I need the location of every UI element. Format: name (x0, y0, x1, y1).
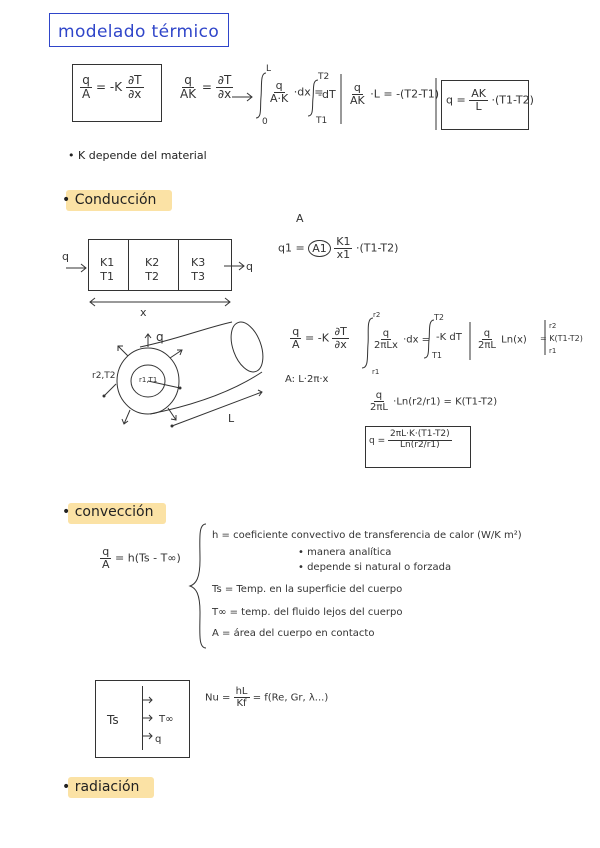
cyl-area: A: L·2π·x (285, 374, 329, 385)
conv-arrow-2 (142, 715, 152, 721)
cyl-q-arrow-ul (118, 346, 128, 356)
cyl-eq2-result: $\frac{q}{2\pi L}$ Ln(x) (478, 328, 527, 351)
integral-sign-2 (308, 80, 318, 116)
cyl-eq3: $\frac{q}{2\pi L}$ ·Ln(r2/r1) = K(T1-T2) (370, 390, 498, 413)
wall-x-label: x (140, 306, 147, 319)
cyl-r1t1: r1,T1 (139, 376, 158, 384)
area-definition: A = área del cuerpo en contacto (212, 628, 375, 639)
cyl-eq2-rhs: = K(T1-T2) (540, 334, 583, 343)
wall-q-out-arrow (224, 262, 244, 270)
header-arrow (232, 93, 252, 101)
cyl-L-label: L (228, 412, 235, 425)
convection-brace (190, 524, 206, 648)
cyl-r2t2: r2,T2 (92, 371, 116, 381)
result-eq: q = $\frac{AK}{L}$ ·(T1-T2) (446, 87, 534, 114)
section-conveccion: • convección (62, 504, 154, 520)
cyl-q-label: q (156, 330, 164, 344)
int2-bot: T1 (316, 116, 328, 126)
cyl-q-arrow-ur (170, 350, 182, 358)
box-q: q (155, 734, 162, 745)
note-k-material: • K depende del material (68, 149, 207, 162)
wall-q-in-arrow (66, 264, 86, 272)
conv-arrow-1 (142, 697, 152, 703)
cyl-dot-1 (103, 395, 106, 398)
cyl-int2-top: T2 (434, 313, 444, 322)
cyl-eq1: $\frac{q}{A}$ = -K $\frac{\partial T}{\partial x}$ (292, 325, 347, 352)
cyl-kdt: -K dT (436, 332, 462, 343)
integral-eq-right: -dT (318, 88, 336, 101)
cyl-q-arrow-l (104, 384, 116, 396)
cyl-dot-2 (171, 425, 174, 428)
integral-sign-1 (256, 73, 266, 118)
cyl-top-edge (140, 322, 232, 347)
nusselt-eq: Nu = $\frac{hL}{Kf}$ = f(Re, Gr, λ...) (205, 686, 329, 709)
wall-x-arrow (90, 298, 230, 306)
box-tinf: T∞ (159, 714, 174, 725)
integrated-eq: $\frac{q}{AK}$ ·L = -(T2-T1) (350, 81, 440, 108)
fourier-rearranged-eq: $\frac{q}{AK}$ = $\frac{\partial T}{\partial x}$ (180, 73, 232, 102)
cyl-dot-3 (179, 387, 182, 390)
wall-q-in: q (62, 250, 69, 263)
layer-3: K3 T3 (191, 256, 206, 283)
conv-arrow-3 (142, 733, 152, 739)
section-conduccion: • Conducción (62, 192, 157, 208)
cyl-result-eq: q = $\frac{2\pi L\cdot K\cdot(T1-T2)}{Ln(r2/r1)}$ (369, 429, 450, 450)
cyl-eq2: $\frac{q}{\text{2πLx}}$ ·dx = (374, 328, 431, 351)
box-ts: Ts (107, 713, 119, 727)
fourier-law-eq: $\frac{q}{A}$ = -K $\frac{\partial T}{\partial x}$ (82, 73, 142, 102)
int1-top: L (266, 64, 272, 74)
cyl-int2-bot: T1 (432, 351, 442, 360)
cyl-integral-1 (362, 318, 373, 368)
int1-bot: 0 (262, 117, 268, 127)
ts-definition: Ts = Temp. en la superficie del cuerpo (212, 584, 403, 595)
page-title: modelado térmico (58, 22, 220, 42)
cyl-far-end (225, 318, 269, 376)
wall-q-out: q (246, 260, 253, 273)
convection-eq: $\frac{q}{A}$ = h(Ts - T∞) (102, 545, 181, 572)
layer-2: K2 T2 (145, 256, 160, 283)
cyl-integral-2 (424, 320, 434, 358)
cyl-bar-bot: r1 (549, 347, 557, 355)
cyl-bar-top: r2 (549, 322, 557, 330)
h-definition: h = coeficiente convectivo de transferencia de calor (W/K m²) (212, 530, 522, 541)
h-sub1: • manera analítica (298, 547, 392, 558)
cyl-q-arrow-bl (122, 410, 130, 424)
int2-top: T2 (318, 72, 330, 82)
h-sub2: • depende si natural o forzada (298, 562, 452, 573)
cyl-int-top: r2 (373, 311, 381, 319)
layer-1: K1 T1 (100, 256, 115, 283)
integral-eq-left: $\frac{q}{A\cdot K}$ ·dx = (270, 79, 324, 106)
cyl-q-arrow-br (168, 408, 176, 420)
tinf-definition: T∞ = temp. del fluido lejos del cuerpo (212, 607, 403, 618)
section-radiacion: • radiación (62, 779, 140, 795)
cyl-int-bot: r1 (372, 368, 380, 376)
